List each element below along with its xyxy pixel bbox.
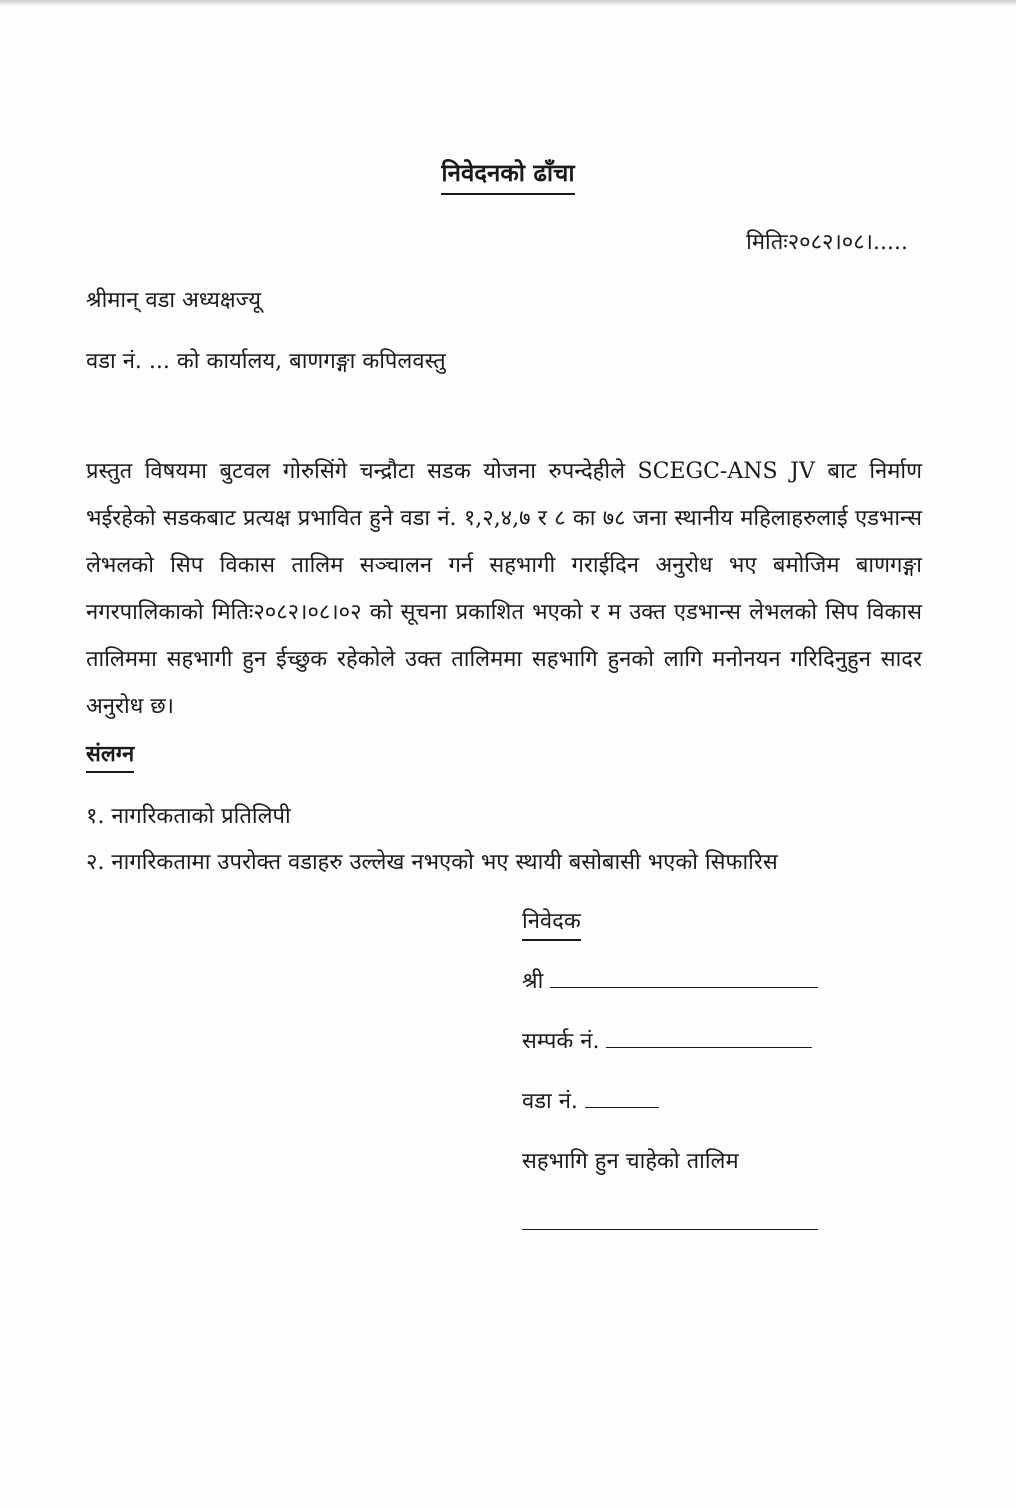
name-blank-line — [550, 973, 818, 988]
ward-field — [522, 1085, 659, 1115]
name-field — [522, 965, 818, 995]
attachment-item-2: २. नागरिकतामा उपरोक्त वडाहरु उल्लेख नभएको भए स्थायी बसोबासी भएको सिफारिस — [86, 850, 778, 875]
training-blank-line — [522, 1229, 818, 1230]
body-paragraph: प्रस्तुत विषयमा बुटवल गोरुसिंगे चन्द्रौटा सडक योजना रुपन्देहीले SCEGC-ANS JV बाट निर्माण भईरहेको सडकबाट प्रत्यक्ष प्रभावित हुने वडा नं. १,२,४,७ र ८ का ७८ जना स्थानीय महिलाहरुलाई एडभान्स लेभलको सिप विकास तालिम सञ्चालन गर्न सहभागी गराईदिन अनुरोध भए बमोजिम बाणगङ्गा नगरपालिकाको मितिः२०८२।०८।०२ को सूचना प्रकाशित भएको र म उक्त एडभान्स लेभलको सिप विकास तालिममा सहभागी हुन ईच्छुक रहेकोले उक्त तालिममा सहभागि हुनको लागि मनोनयन गरिदिनुहुन सादर अनुरोध छ। — [86, 459, 922, 719]
scan-edge — [0, 0, 1016, 6]
contact-label: सम्पर्क नं. — [522, 1029, 600, 1054]
document-title: निवेदनको ढाँचा — [0, 156, 1016, 189]
attachments-heading: संलग्न — [86, 738, 134, 768]
attachment-item-1: १. नागरिकताको प्रतिलिपी — [86, 804, 291, 829]
recipient-line-1: श्रीमान् वडा अध्यक्षज्यू — [86, 288, 261, 313]
contact-field — [522, 1025, 812, 1055]
ward-label: वडा नं. — [522, 1089, 578, 1114]
applicant-heading: निवेदक — [522, 905, 581, 935]
recipient-line-2: वडा नं. ... को कार्यालय, बाणगङ्गा कपिलवस्तु — [86, 349, 446, 374]
training-label: सहभागि हुन चाहेको तालिम — [522, 1149, 739, 1174]
contact-blank-line — [606, 1033, 812, 1048]
name-label: श्री — [522, 969, 544, 994]
date-line: मितिः२०८२।०८।..... — [746, 230, 908, 255]
ward-blank-line — [585, 1093, 659, 1108]
